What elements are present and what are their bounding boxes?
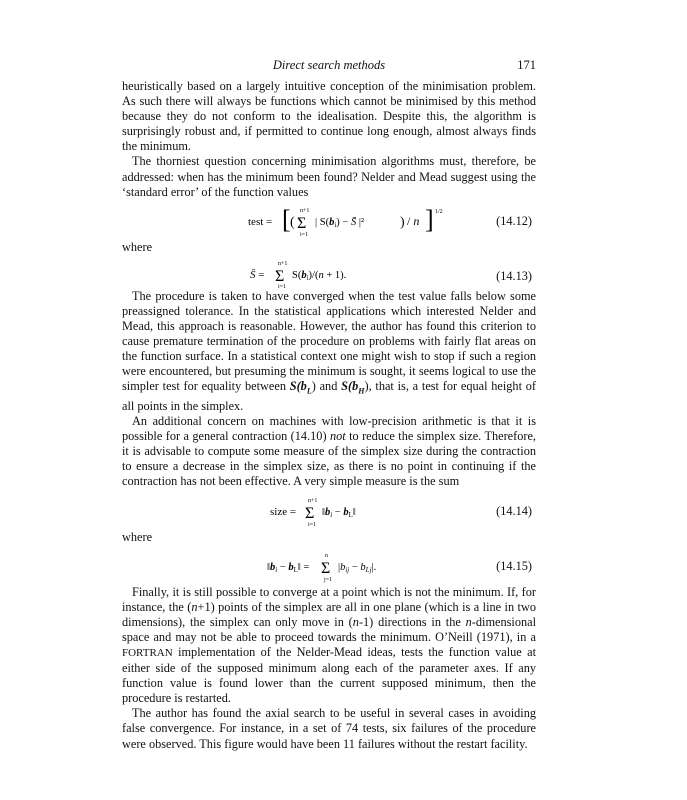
equation-14-15-graphic — [122, 549, 452, 583]
eq3-body: ‖bi − bL‖ — [322, 506, 356, 519]
eq1-sigma: Σ — [297, 214, 307, 232]
equation-number-14-15: (14.15) — [496, 558, 532, 573]
eq4-sum-lower: j=1 — [324, 576, 333, 583]
equation-14-14 — [122, 494, 536, 526]
paragraph-3-text-mid: ) and — [311, 379, 342, 394]
eq3-lhs: size = — [270, 505, 297, 518]
eq3-sum-upper: n+1 — [308, 497, 318, 504]
running-header — [122, 58, 536, 76]
eq1-lhs: test = — [248, 215, 273, 228]
paragraph-5: Finally, it is still possible to converge at a point which is not the minimum. If, for instance, the (n+1) points of the simplex are all in one plane (which is a line in two dimensions), the simplex can only move in (n-1) directions in the n-dimensional space and may not be able to proceed towards the minimum. O’Neill (1971), in a FORTRAN implementation of the Nelder-Mead ideas, tests the function value at either side of the supposed minimum along each of the parameter axes. If any function value is found lower than the current supposed minimum, then the procedure is restarted. — [122, 584, 536, 706]
equation-14-15 — [122, 549, 536, 581]
paragraph-6: The author has found the axial search to be useful in several cases in avoiding false convergence. For instance, in a set of 74 tests, six failures of the procedure were observed. This figure would have been 11 failures without the restart facility. — [122, 706, 536, 751]
eq3-sum-lower: i=1 — [308, 521, 317, 528]
eq1-bracket-right: ] — [425, 204, 434, 234]
eq4-sigma: Σ — [321, 559, 331, 577]
eq1-body: | S(bi) − S̄ |² — [315, 216, 365, 229]
eq3-sigma: Σ — [305, 504, 315, 522]
fortran-term: FORTRAN — [122, 646, 173, 659]
eq1-exponent: 1/2 — [435, 208, 443, 215]
eq1-sum-lower: i=1 — [300, 231, 309, 238]
paragraph-3 — [122, 289, 536, 414]
eq4-lhs: ‖bi − bL‖ = — [267, 561, 310, 574]
equation-14-12-graphic — [122, 204, 452, 240]
equation-number-14-14: (14.14) — [496, 503, 532, 518]
eq2-sum-lower: i=1 — [278, 283, 287, 289]
paragraph-4-text-a: An additional concern on machines with low-precision arithmetic is that it is possible for a general contraction (14.10) — [122, 414, 536, 444]
eq2-sum-upper: n+1 — [278, 260, 288, 267]
eq2-body: S(bi)/(n + 1). — [292, 269, 347, 282]
paragraph-1: heuristically based on a largely intuitive conception of the minimisation problem. As such there will always be functions which cannot be minimised by this method because they do not conform to the idealisation. Despite this, the algorithm is surprisingly robust and, if permitted to continue long enough, almost always finds the minimum. — [122, 79, 536, 154]
eq2-sigma: Σ — [275, 267, 285, 285]
eq1-sum-upper: n+1 — [300, 207, 310, 214]
page-number: 171 — [517, 58, 536, 72]
paragraph-3-text-a: The procedure is taken to have converged when the test value falls below some preassigned tolerance. In the statistical applications which interested Nelder and Mead, this approach is reasonable. However, the author has found this criterion to cause premature termination of the procedure on problems with fairly flat areas on the function surface. In a statistical context one might wish to stop if such a region were encountered, but presuming the minimum is sought, it seems logical to use the simpler test for equality between — [122, 288, 536, 394]
eq1-paren-left: ( — [290, 214, 295, 230]
emphasis-not: not — [329, 429, 346, 444]
equation-14-13-graphic — [122, 259, 452, 289]
paragraph-3-text-b: ), that is, a test for equal height of all points in the simplex. — [122, 379, 537, 413]
paragraph-4-text-b: to reduce the simplex size. Therefore, it is advisable to compute some measure of the simplex size during the contraction to ensure a decrease in the simplex size, as there is no point in continuing if the contraction has not been effective. A very simple measure is the sum — [122, 429, 536, 489]
s-bl-expression: $S(b_L$ — [289, 379, 312, 396]
eq2-lhs: S̄ = — [250, 268, 265, 281]
equation-number-14-13: (14.13) — [496, 268, 532, 283]
equation-14-14-graphic — [122, 494, 452, 528]
s-bh-expression: $S(b_H$ — [341, 379, 365, 396]
equation-number-14-12: (14.12) — [496, 213, 532, 228]
where-label-1: where — [122, 239, 153, 254]
header-title: Direct search methods — [272, 58, 386, 72]
eq1-bracket-left: [ — [282, 204, 291, 234]
paragraph-4 — [122, 414, 536, 489]
eq1-paren-right: ) — [400, 214, 405, 230]
eq1-div: / n — [407, 213, 420, 228]
equation-14-12 — [122, 204, 536, 236]
eq4-body: |bij − bLj|. — [338, 561, 377, 574]
page-body — [122, 79, 536, 752]
paragraph-2: The thorniest question concerning minimisation algorithms must, therefore, be addressed: when has the minimum been found? Nelder and Mead suggest using the ‘standard error’ of the function values — [122, 154, 536, 199]
equation-14-13 — [122, 259, 536, 289]
where-label-2: where — [122, 529, 153, 544]
eq4-sum-upper: n — [325, 552, 328, 559]
